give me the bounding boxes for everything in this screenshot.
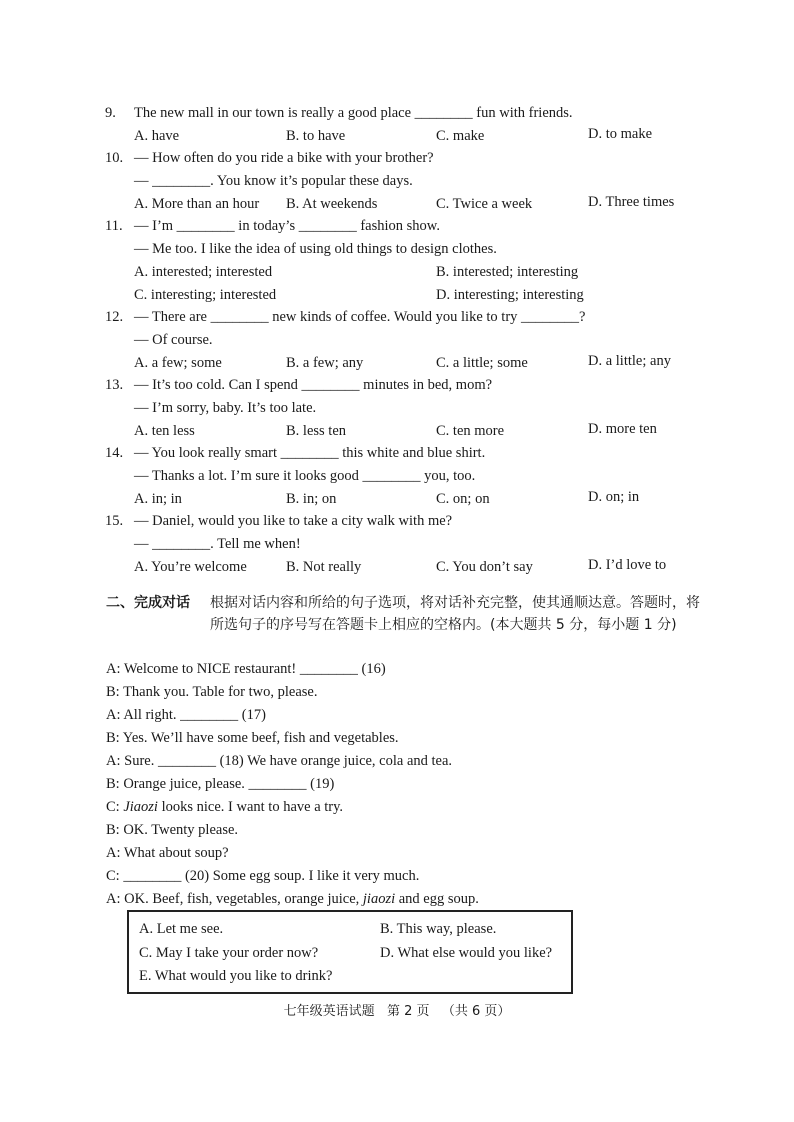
option-c: C. interesting; interested	[134, 287, 277, 303]
choice-e: E. What would you like to drink?	[139, 968, 333, 984]
question-stem: — It’s too cold. Can I spend ________ minutes in bed, mom?	[134, 377, 493, 393]
choice-b: B. This way, please.	[380, 921, 497, 937]
question-number: 13.	[105, 377, 124, 393]
option-d: D. Three times	[588, 194, 675, 210]
option-d: D. on; in	[588, 489, 640, 505]
option-a: A. in; in	[134, 491, 182, 507]
choice-a: A. Let me see.	[139, 921, 224, 937]
question-stem: The new mall in our town is really a good place ________ fun with friends.	[134, 105, 573, 121]
dialogue-line: B: Yes. We’ll have some beef, fish and vegetables.	[106, 730, 399, 746]
option-d: D. more ten	[588, 421, 657, 437]
option-a: A. You’re welcome	[134, 559, 247, 575]
dialogue-line: A: Sure. ________ (18) We have orange juice, cola and tea.	[106, 753, 453, 769]
option-c: C. on; on	[436, 491, 490, 507]
dialogue-line: A: All right. ________ (17)	[106, 707, 266, 723]
question-stem: — ________. You know it’s popular these days.	[134, 173, 413, 189]
section-heading: 二、完成对话	[106, 595, 190, 611]
option-b: B. less ten	[286, 423, 347, 439]
dialogue-line: B: Thank you. Table for two, please.	[106, 684, 318, 700]
question-number: 9.	[105, 105, 116, 121]
option-c: C. a little; some	[436, 355, 528, 371]
option-a: A. More than an hour	[134, 196, 260, 212]
option-d: D. to make	[588, 126, 653, 142]
dialogue-line: C: Jiaozi looks nice. I want to have a try.	[106, 799, 344, 815]
question-stem: — Me too. I like the idea of using old things to design clothes.	[134, 241, 497, 257]
question-stem: — I’m sorry, baby. It’s too late.	[134, 400, 317, 416]
dialogue-line: B: Orange juice, please. ________ (19)	[106, 776, 335, 792]
option-c: C. make	[436, 128, 485, 144]
option-b: B. Not really	[286, 559, 362, 575]
option-b: B. in; on	[286, 491, 337, 507]
option-b: B. a few; any	[286, 355, 364, 371]
option-b: B. to have	[286, 128, 346, 144]
page-footer: 七年级英语试题 第 2 页 （共 6 页）	[283, 1004, 511, 1019]
choice-c: C. May I take your order now?	[139, 945, 319, 961]
option-b: B. interested; interesting	[436, 264, 579, 280]
question-stem: — Thanks a lot. I’m sure it looks good ________ you, too.	[134, 468, 476, 484]
question-stem: — You look really smart ________ this white and blue shirt.	[134, 445, 486, 461]
option-a: A. ten less	[134, 423, 195, 439]
option-d: D. I’d love to	[588, 557, 667, 573]
question-number: 10.	[105, 150, 124, 166]
option-c: C. You don’t say	[436, 559, 533, 575]
choices-box	[127, 910, 573, 994]
question-stem: — Daniel, would you like to take a city walk with me?	[134, 513, 453, 529]
question-number: 11.	[105, 218, 123, 234]
question-stem: — How often do you ride a bike with your brother?	[134, 150, 434, 166]
option-a: A. a few; some	[134, 355, 222, 371]
question-stem: — I’m ________ in today’s ________ fashion show.	[134, 218, 440, 234]
option-a: A. have	[134, 128, 180, 144]
dialogue-line: A: What about soup?	[106, 845, 229, 861]
option-d: D. a little; any	[588, 353, 671, 369]
option-d: D. interesting; interesting	[436, 287, 584, 303]
option-b: B. At weekends	[286, 196, 378, 212]
question-stem: — ________. Tell me when!	[134, 536, 301, 552]
choice-d: D. What else would you like?	[380, 945, 553, 961]
question-number: 12.	[105, 309, 124, 325]
dialogue-line: B: OK. Twenty please.	[106, 822, 239, 838]
question-stem: — There are ________ new kinds of coffee. Would you like to try ________?	[134, 309, 586, 325]
option-c: C. Twice a week	[436, 196, 533, 212]
question-stem: — Of course.	[134, 332, 213, 348]
dialogue-line: C: ________ (20) Some egg soup. I like it very much.	[106, 868, 420, 884]
section-instructions: 根据对话内容和所给的句子选项，将对话补充完整，使其通顺达意。答题时，将所选句子的序号写在答题卡上相应的空格内。(本大题共 5 分，每小题 1 分)	[210, 595, 700, 633]
dialogue-line: A: OK. Beef, fish, vegetables, orange juice, jiaozi and egg soup.	[106, 891, 479, 907]
option-c: C. ten more	[436, 423, 505, 439]
option-a: A. interested; interested	[134, 264, 273, 280]
question-number: 15.	[105, 513, 124, 529]
dialogue-line: A: Welcome to NICE restaurant! ________ (16)	[106, 661, 386, 677]
question-number: 14.	[105, 445, 124, 461]
